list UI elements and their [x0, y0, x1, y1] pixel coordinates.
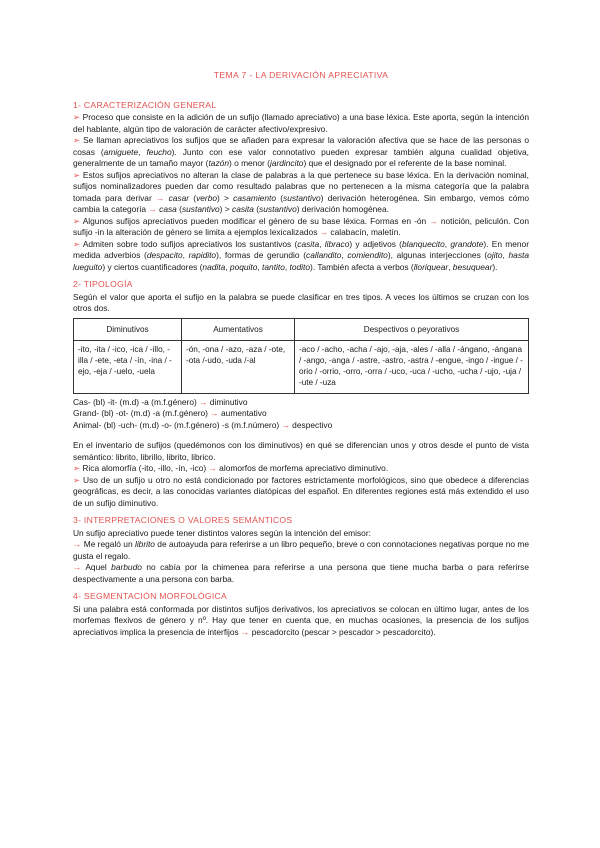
bullet-icon: ➢ — [73, 135, 81, 145]
paragraph-3-2: → Aquel barbudo no cabía por la chimenea para referirse a una persona que tiene mucha barba o para referirse despectivamente a una persona con barba. — [73, 562, 529, 584]
arrow-icon: → — [319, 227, 329, 237]
table-header: Aumentativos — [182, 318, 295, 340]
section-heading-1: 1- CARACTERIZACIÓN GENERAL — [73, 99, 217, 110]
bullet-icon: ➢ — [73, 112, 81, 122]
paragraph-1-5: ➢ Admiten sobre todo sufijos apreciativos los sustantivos (casita, libraco) y adjetivos (blanquecito, grandote). En menor medida adverbios (despacito, rapidito), formas de gerundio (callandito, comiendito), algunas interjecciones (ojito, hasta lueguito) y ciertos cuantificadores (nadita, poquito, tantito, todito). También afecta a verbos (lloriquear, besuquear). — [73, 238, 529, 272]
table-header: Despectivos o peyorativos — [295, 318, 529, 340]
paragraph-2-1: En el inventario de sufijos (quedémonos con los diminutivos) en qué se diferencian unos y otros desde el punto de vista semántico: librito, librillo, librito, librico. — [73, 440, 529, 462]
page-title: TEMA 7 - LA DERIVACIÓN APRECIATIVA — [213, 70, 389, 80]
arrow-icon: → — [210, 408, 219, 419]
arrow-icon: → — [148, 204, 157, 214]
paragraph-2-3: ➢ Uso de un sufijo u otro no está condicionado por factores estrictamente morfológicos, sino que obedece a diferencias geográficas, es decir, a las conocidas variantes diatópicas del español. En diferentes regiones está más extendido el uso de un sufijo diminutivo. — [73, 474, 529, 508]
arrow-icon: → — [155, 192, 165, 203]
arrow-icon: → — [73, 539, 82, 550]
table-cell: -ito, -ita / -ico, -ica / -illo, -illa / -ete, -eta / -ín, -ina / -ejo, -eja / -uelo, -uela — [74, 340, 182, 393]
bullet-icon: ➢ — [73, 463, 81, 474]
arrow-icon: → — [73, 562, 82, 573]
section-heading-2: 2- TIPOLOGÍA — [73, 279, 133, 289]
table-cell: -ón, -ona / -azo, -aza / -ote, -ota /-udo, -uda /-al — [182, 340, 295, 393]
paragraph-2-2: ➢ Rica alomorfía (-ito, -illo, -ín, -ico) → alomorfos de morfema apreciativo diminutivo. — [73, 463, 389, 474]
suffix-table — [73, 318, 529, 394]
paragraph-1-3: ➢ Estos sufijos apreciativos no alteran la clase de palabras a la que pertenece su base léxica. En la derivación nominal, sufijos nominalizadores pueden dar como resultado palabras que no pertenecen a la misma categoría que la palabra tomada para derivar → casar (verbo) > casamiento (sustantivo) derivación heterogénea. Sin embargo, vemos cómo cambia la categoría → casa (sustantivo) > casita (sustantivo) derivación homogénea. — [73, 169, 530, 214]
paragraph-3-1: → Me regaló un librito de autoayuda para referirse a un libro pequeño, breve o con connotaciones negativas porque no me gusta el regalo. — [73, 539, 529, 561]
section-heading-3: 3- INTERPRETACIONES O VALORES SEMÁNTICOS — [73, 515, 293, 526]
derivation-line: Animal- (bl) -uch- (m.d) -o- (m.f.género) -s (m.f.número) → despectivo — [73, 419, 333, 430]
derivation-examples — [73, 397, 529, 432]
bullet-icon: ➢ — [73, 474, 81, 485]
arrow-icon: → — [429, 215, 438, 226]
paragraph-1-2: ➢ Se llaman apreciativos los sufijos que se añaden para expresar la valoración afectiva que se hace de las personas o cosas (amiguete, feucho). Junto con ese valor connotativo pueden expresar también alguna cualidad objetiva, generalmente de un tamaño mayor (tazón) o menor (jardincito) que el designado por el referente de la base nominal. — [73, 135, 530, 168]
table-header: Diminutivos — [74, 318, 182, 340]
derivation-line: Cas- (bl) -it- (m.d) -a (m.f.género) → diminutivo — [73, 396, 248, 407]
arrow-icon: → — [208, 463, 217, 474]
derivation-line: Grand- (bl) -ot- (m.d) -a (m.f.género) → aumentativo — [73, 408, 267, 419]
paragraph-1-4: ➢ Algunos sufijos apreciativos pueden modificar el género de su base léxica. Formas en -ón → notición, peliculón. Con sufijo -in la alteración de género se limita a ejemplos lexicalizados → calabacín, maletín. — [73, 215, 529, 237]
arrow-icon: → — [199, 396, 208, 407]
section-heading-4: 4- SEGMENTACIÓN MORFOLÓGICA — [73, 591, 228, 602]
table-row — [74, 340, 529, 393]
arrow-icon: → — [241, 626, 250, 637]
table-header-row — [74, 318, 529, 340]
bullet-icon: ➢ — [73, 238, 81, 249]
table-cell: -aco / -acho, -acha / -ajo, -aja, -ales / -alla / -ángano, -ángana / -ango, -anga / -astre, -astro, -astra / -engue, -ingo / -ingue / -orio / -orrio, -orro, -orra / -uco, -uca / -ucho, -ucha / -ujo, -uja / -ute / -uza — [295, 340, 529, 393]
document-body — [73, 70, 529, 638]
paragraph-4-1: Si una palabra está conformada por distintos sufijos derivativos, los apreciativos se colocan en último lugar, antes de los morfemas flexivos de género y nº. Hay que tener en cuenta que, en muchas ocasiones, la presencia de los sufijos apreciativos implica la presencia de interfijos → pescadorcito (pescar > pescador > pescadorcito). — [73, 603, 529, 637]
paragraph-2-intro: Según el valor que aporta el sufijo en la palabra se puede clasificar en tres tipos. A veces los últimos se cruzan con los otros dos. — [73, 291, 529, 313]
bullet-icon: ➢ — [73, 169, 81, 180]
arrow-icon: → — [281, 419, 290, 430]
paragraph-3-intro: Un sufijo apreciativo puede tener distintos valores según la intención del emisor: — [73, 527, 371, 538]
bullet-icon: ➢ — [73, 215, 81, 226]
paragraph-1-1: ➢ Proceso que consiste en la adición de un sufijo (llamado apreciativo) a una base léxica. Este aporta, según la intención del hablante, algún tipo de valoración de carácter afectivo/expresivo. — [73, 112, 529, 134]
